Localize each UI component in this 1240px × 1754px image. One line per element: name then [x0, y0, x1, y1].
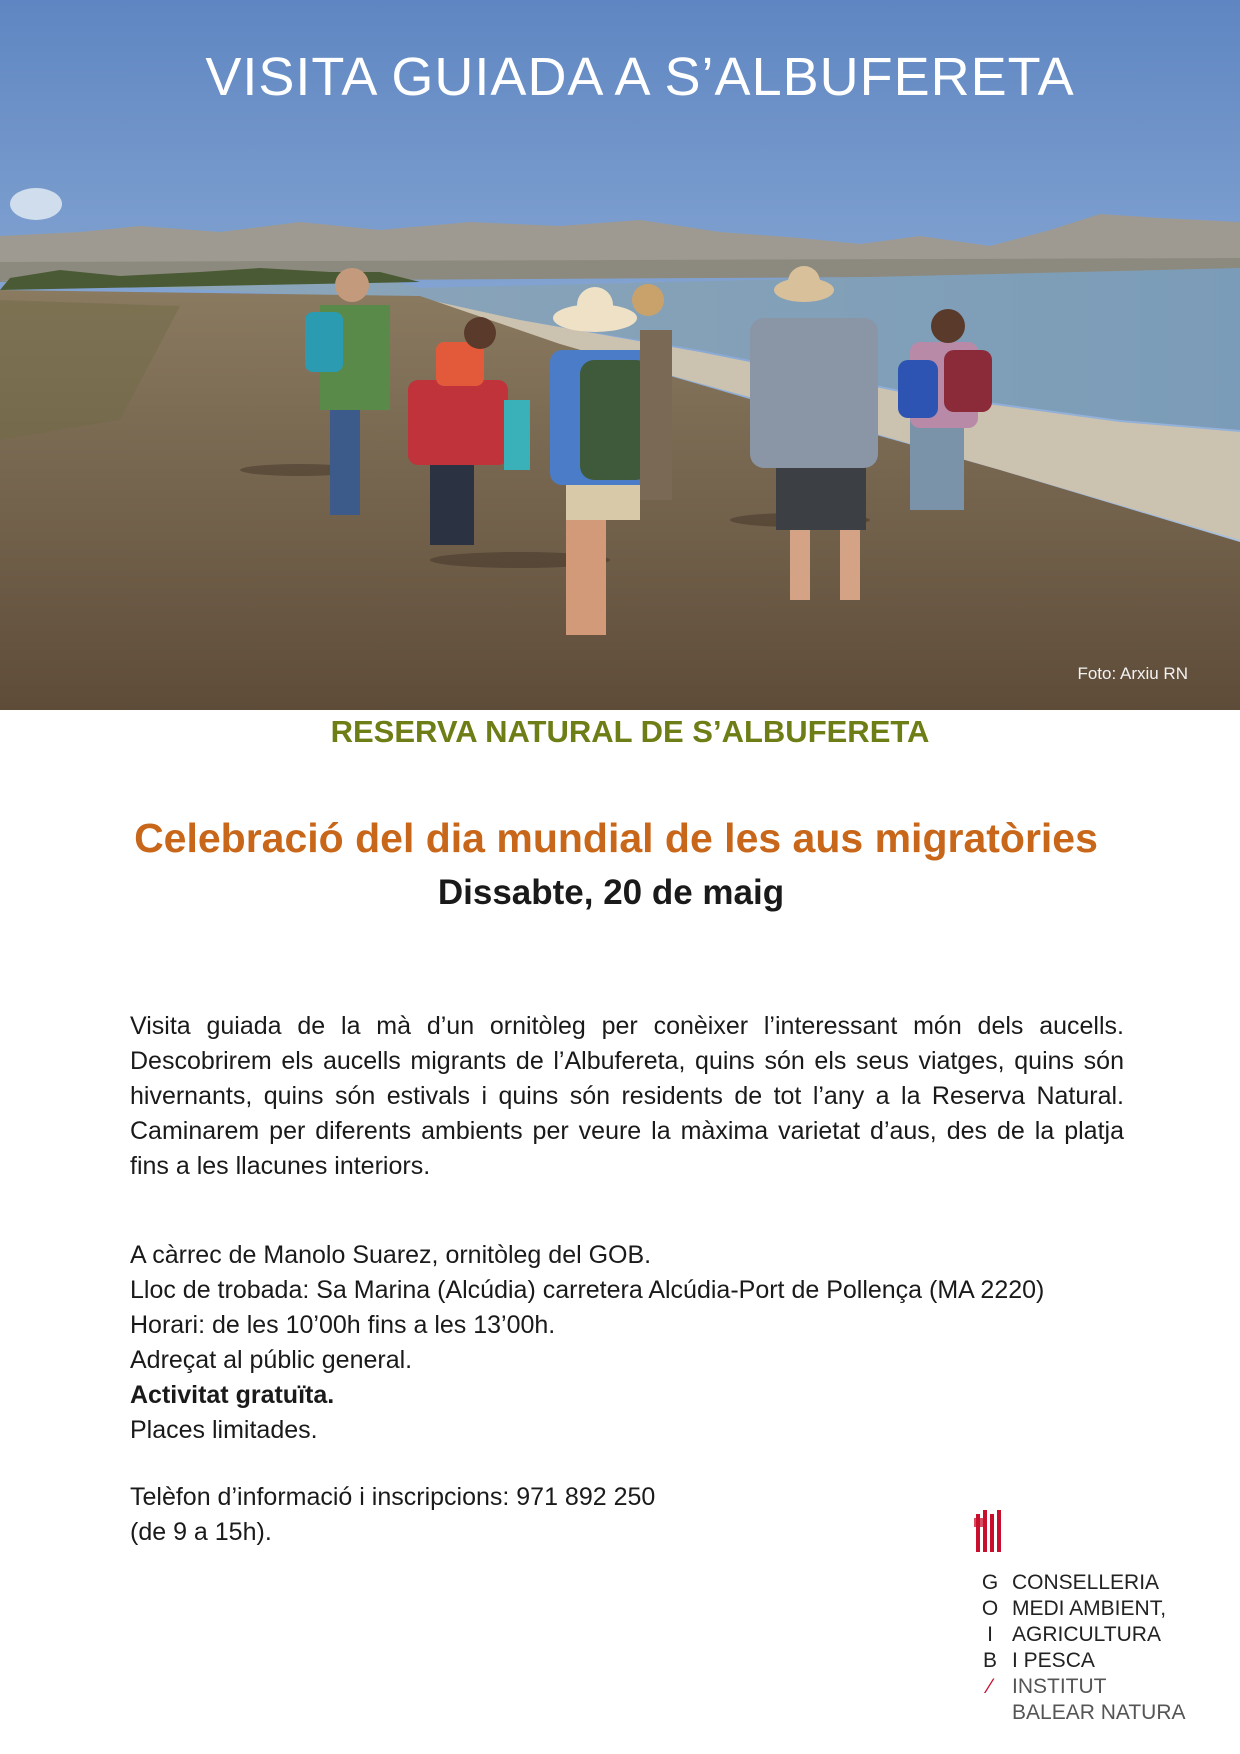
department-line: CONSELLERIA [1012, 1571, 1160, 1594]
goib-letter: B [982, 1649, 997, 1672]
balearic-flag-icon [972, 1508, 1008, 1556]
places-line: Places limitades. [130, 1416, 318, 1444]
slash-mark: ⁄ [988, 1675, 992, 1698]
goib-letter: G [981, 1571, 999, 1594]
guide-line: A càrrec de Manolo Suarez, ornitòleg del GOB. [130, 1241, 652, 1269]
poster-title: VISITA GUIADA A S’ALBUFERETA [205, 47, 1075, 107]
header-photo [0, 0, 1240, 710]
goib-logo [968, 1506, 1208, 1726]
institute-line: BALEAR NATURA [1012, 1701, 1186, 1724]
department-line: MEDI AMBIENT, [1012, 1597, 1167, 1620]
schedule-line: Horari: de les 10’00h fins a les 13’00h. [130, 1311, 556, 1339]
event-headline: Celebració del dia mundial de les aus migratòries [134, 815, 1098, 861]
event-description: Visita guiada de la mà d’un ornitòleg per conèixer l’interessant món dels aucells. Descobrirem els aucells migrants de l’Albufereta, quins són els seus viatges, quins són hivernants, quins són estivals i quins són residents de tot l’any a la Reserva Natural. Caminarem per diferents ambients per veure la màxima varietat d’aus, des de la platja fins a les llacunes interiors. [130, 1012, 1124, 1180]
reserve-name: RESERVA NATURAL DE S’ALBUFERETA [330, 714, 930, 749]
goib-letter: O [981, 1597, 999, 1620]
institute-name [1012, 1674, 1186, 1726]
event-date: Dissabte, 20 de maig [437, 873, 785, 912]
photo-credit: Foto: Arxiu RN [1077, 664, 1188, 683]
phone-hours-line: (de 9 a 15h). [130, 1518, 272, 1546]
department-name [1012, 1570, 1166, 1674]
free-activity-line: Activitat gratuïta. [130, 1381, 335, 1409]
institute-line: INSTITUT [1012, 1675, 1107, 1698]
goib-letters [980, 1570, 1000, 1700]
event-details [130, 1238, 1180, 1448]
department-line: AGRICULTURA [1012, 1623, 1161, 1646]
meeting-point-line: Lloc de trobada: Sa Marina (Alcúdia) carretera Alcúdia-Port de Pollença (MA 2220) [130, 1276, 1045, 1304]
goib-letter: I [987, 1623, 993, 1646]
audience-line: Adreçat al públic general. [130, 1346, 413, 1374]
department-line: I PESCA [1012, 1649, 1095, 1672]
phone-line: Telèfon d’informació i inscripcions: 971 892 250 [130, 1483, 656, 1511]
contact-info [130, 1480, 930, 1550]
